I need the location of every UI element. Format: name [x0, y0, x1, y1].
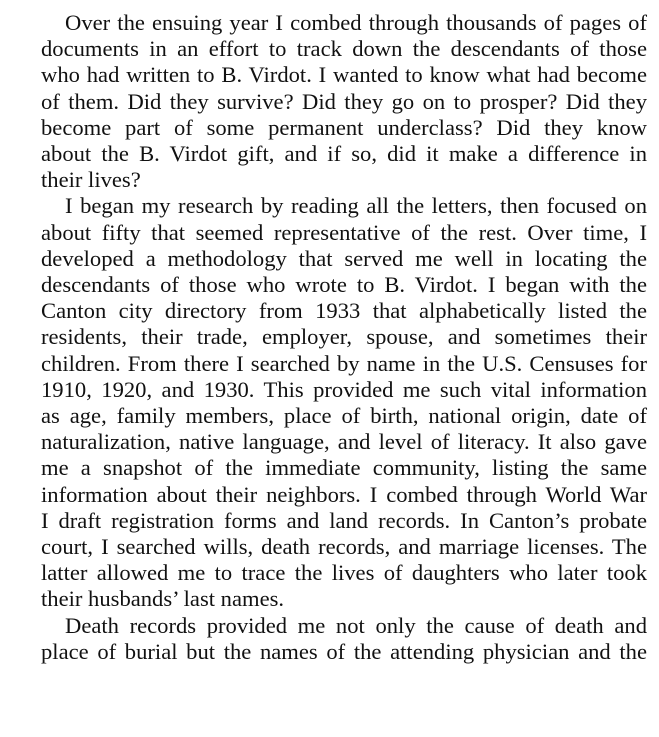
text-line: developed a methodology that served me well in locating the: [41, 245, 647, 271]
text-line: documents in an effort to track down the descendants of those: [41, 36, 647, 62]
text-line: residents, their trade, employer, spouse, and sometimes their: [41, 324, 647, 350]
text-line: information about their neighbors. I combed through World War: [41, 481, 647, 507]
text-line: me a snapshot of the immediate community, listing the same: [41, 455, 647, 481]
text-line: children. From there I searched by name in the U.S. Censuses for: [41, 350, 647, 376]
text-line: naturalization, native language, and level of literacy. It also gave: [41, 429, 647, 455]
text-line: their lives?: [41, 167, 141, 193]
text-line: Death records provided me not only the cause of death and: [65, 612, 647, 638]
text-line: I draft registration forms and land records. In Canton’s probate: [41, 507, 647, 533]
text-line: 1910, 1920, and 1930. This provided me such vital information: [41, 376, 647, 402]
text-line: of them. Did they survive? Did they go on to prosper? Did they: [41, 88, 647, 114]
text-line: become part of some permanent underclass? Did they know: [41, 114, 647, 140]
text-line: court, I searched wills, death records, and marriage licenses. The: [41, 534, 647, 560]
text-line: their husbands’ last names.: [41, 586, 285, 612]
text-line: who had written to B. Virdot. I wanted to know what had become: [41, 62, 647, 88]
text-line: latter allowed me to trace the lives of daughters who later took: [41, 560, 647, 586]
text-line: about the B. Virdot gift, and if so, did it make a difference in: [41, 141, 647, 167]
paragraph-1: [17, 10, 647, 193]
text-line: Canton city directory from 1933 that alphabetically listed the: [41, 298, 647, 324]
text-line: as age, family members, place of birth, national origin, date of: [41, 403, 647, 429]
text-line: I began my research by reading all the letters, then focused on: [65, 193, 647, 219]
text-line: place of burial but the names of the attending physician and the: [41, 638, 647, 664]
text-line: descendants of those who wrote to B. Virdot. I began with the: [41, 272, 647, 298]
text-line: Over the ensuing year I combed through thousands of pages of: [65, 10, 647, 35]
paragraph-3: [17, 613, 647, 665]
paragraph-2: [17, 193, 647, 612]
text-line: about fifty that seemed representative of the rest. Over time, I: [41, 219, 647, 245]
